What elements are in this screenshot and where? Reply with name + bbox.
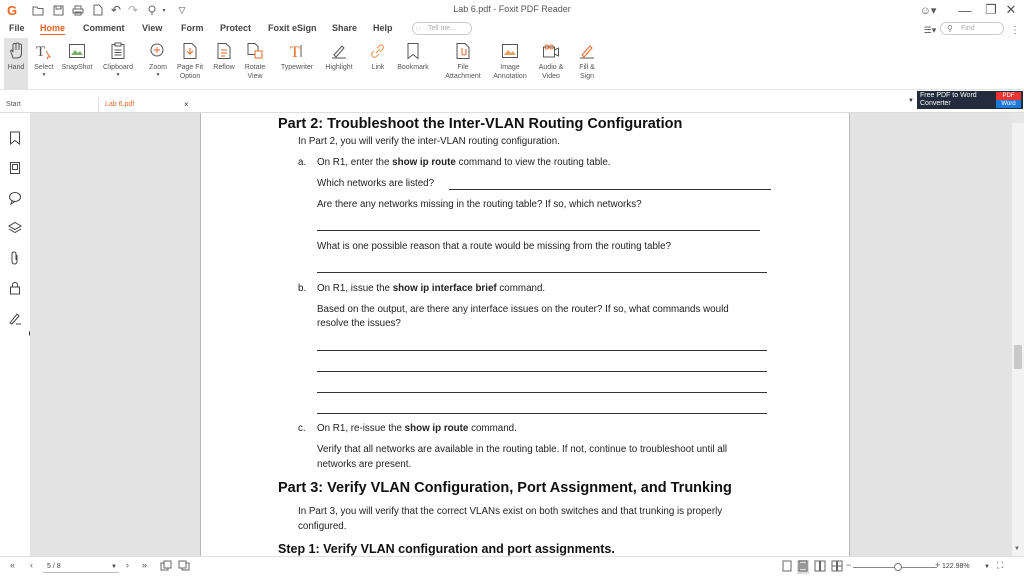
answer-line[interactable] xyxy=(317,350,767,351)
tool-label: Select xyxy=(34,64,54,71)
hand-icon xyxy=(5,39,27,63)
ad-badge-top: PDF xyxy=(996,92,1021,100)
step-b-text: On R1, issue the show ip interface brief command. xyxy=(317,283,546,294)
bookmark-button[interactable] xyxy=(394,38,432,90)
scroll-down-icon[interactable]: ▼ xyxy=(1014,546,1020,552)
ad-text: Free PDF to Word Converter xyxy=(920,92,977,107)
attachments-panel-icon[interactable] xyxy=(7,250,23,266)
question-networks-listed: Which networks are listed? xyxy=(317,178,435,189)
scrollbar-top-cap xyxy=(1012,113,1024,123)
first-page-icon[interactable]: « xyxy=(10,560,16,570)
file-attachment-icon xyxy=(452,39,474,63)
answer-line[interactable] xyxy=(317,413,767,414)
question-missing-reason: What is one possible reason that a route would be missing from the routing table? xyxy=(317,241,671,252)
menu-file[interactable]: File xyxy=(9,23,25,33)
answer-line[interactable] xyxy=(317,230,760,231)
chevron-down-icon: ▼ xyxy=(155,72,161,78)
snapshot-icon xyxy=(66,39,88,63)
restore-button[interactable]: ❐ xyxy=(985,2,997,17)
zoom-level-input[interactable] xyxy=(942,561,992,573)
tool-label: Rotate View xyxy=(244,64,266,80)
find-input[interactable] xyxy=(940,22,1004,35)
part2-heading: Part 2: Troubleshoot the Inter-VLAN Routing Configuration xyxy=(278,116,683,132)
navigation-panel xyxy=(0,113,30,556)
tool-label: Audio & Video xyxy=(538,64,564,80)
typewriter-icon xyxy=(286,39,308,63)
zoom-button[interactable] xyxy=(145,38,171,90)
step-c-verify-cont: networks are present. xyxy=(317,459,412,470)
step-b-marker: b. xyxy=(298,283,307,294)
menu-protect[interactable]: Protect xyxy=(220,23,252,33)
menu-form[interactable]: Form xyxy=(181,23,204,33)
fullscreen-icon[interactable]: ⛶ xyxy=(997,560,1004,570)
answer-line[interactable] xyxy=(317,371,767,372)
step-a-marker: a. xyxy=(298,157,307,168)
ad-badge-bottom: Word xyxy=(1001,101,1016,107)
single-page-view-icon[interactable] xyxy=(781,560,793,574)
previous-page-icon[interactable]: ‹ xyxy=(30,560,33,570)
rotate-view-button[interactable] xyxy=(240,38,270,90)
fill-sign-icon xyxy=(576,39,598,63)
foxit-logo: G xyxy=(6,2,18,18)
svg-text:T: T xyxy=(36,44,46,60)
account-icon[interactable]: ☺▾ xyxy=(919,4,937,17)
zoom-slider-thumb[interactable] xyxy=(894,563,902,571)
part2-intro: In Part 2, you will verify the inter-VLAN routing configuration. xyxy=(298,136,560,147)
ad-dropdown-icon[interactable]: ▼ xyxy=(908,98,914,104)
audio-video-icon xyxy=(540,39,562,63)
select-text-icon xyxy=(33,39,55,63)
status-bar xyxy=(0,556,1024,576)
select-tool-button[interactable] xyxy=(31,38,57,90)
step-c-marker: c. xyxy=(298,423,306,434)
question-interface-issues: Based on the output, are there any interface issues on the router? If so, what commands would xyxy=(317,304,729,315)
menu-home[interactable]: Home xyxy=(40,23,66,33)
tab-label: Lab 6.pdf xyxy=(105,101,135,108)
menu-help[interactable]: Help xyxy=(373,23,393,33)
step-c-verify: Verify that all networks are available in the routing table. If not, continue to troubleshoot until all xyxy=(317,444,728,455)
question-interface-issues-cont: resolve the issues? xyxy=(317,318,401,329)
more-options-icon[interactable]: ⋮ xyxy=(1010,24,1020,36)
continuous-view-icon[interactable] xyxy=(797,560,809,574)
last-page-icon[interactable]: » xyxy=(142,560,148,570)
reflow-icon xyxy=(213,39,235,63)
clipboard-button[interactable] xyxy=(99,38,137,90)
redo-icon[interactable]: ↷ xyxy=(127,3,139,17)
signature-panel-icon[interactable] xyxy=(7,310,23,326)
facing-view-icon[interactable] xyxy=(814,560,826,574)
continuous-facing-view-icon[interactable] xyxy=(831,560,843,574)
page-number-input[interactable] xyxy=(43,561,119,573)
highlight-button[interactable] xyxy=(320,38,358,90)
bookmark-icon xyxy=(402,39,424,63)
quick-tools-dropdown-icon[interactable]: ▾ xyxy=(162,7,166,14)
window-title: Lab 6.pdf - Foxit PDF Reader xyxy=(453,4,571,14)
answer-line[interactable] xyxy=(317,272,767,273)
page-fit-icon xyxy=(179,39,201,63)
tell-me-input[interactable] xyxy=(412,22,472,35)
menu-comment[interactable]: Comment xyxy=(83,23,125,33)
minimize-button[interactable]: — xyxy=(958,2,972,18)
security-panel-icon[interactable] xyxy=(7,280,23,296)
zoom-dropdown-icon[interactable]: ▼ xyxy=(984,564,990,570)
audio-video-button[interactable] xyxy=(534,38,568,90)
answer-line[interactable] xyxy=(317,392,767,393)
title-bar xyxy=(0,0,1024,20)
part3-heading: Part 3: Verify VLAN Configuration, Port Assignment, and Trunking xyxy=(278,480,732,496)
search-icon: ⚲ xyxy=(947,24,953,33)
tool-label: Image Annotation xyxy=(493,64,527,80)
scrollbar-thumb[interactable] xyxy=(1014,345,1022,369)
tool-label: Zoom xyxy=(149,64,167,71)
tell-me-placeholder: Tell me... xyxy=(428,25,457,32)
menu-bar xyxy=(0,20,1024,38)
tool-label: Bookmark xyxy=(397,64,429,71)
ribbon-toolbar xyxy=(0,38,1024,90)
fill-sign-button[interactable] xyxy=(572,38,602,90)
highlight-icon xyxy=(328,39,350,63)
menu-foxit-esign[interactable]: Foxit eSign xyxy=(268,23,317,33)
comments-panel-icon[interactable] xyxy=(7,190,23,206)
pdf-word-badge xyxy=(996,92,1021,108)
vertical-scrollbar[interactable] xyxy=(1012,113,1024,556)
tab-start[interactable]: Start xyxy=(6,101,21,108)
bookmark-panel-icon[interactable] xyxy=(7,130,23,146)
step-c-text: On R1, re-issue the show ip route command. xyxy=(317,423,517,434)
search-options-icon[interactable]: ☰▾ xyxy=(923,24,937,35)
chevron-down-icon: ▼ xyxy=(41,72,47,78)
close-tab-icon[interactable]: × xyxy=(184,100,189,109)
tool-label: File Attachment xyxy=(445,64,481,80)
next-view-icon[interactable] xyxy=(178,560,190,573)
tool-label: Highlight xyxy=(325,64,353,71)
pdf-to-word-ad[interactable] xyxy=(917,91,1023,109)
hand-tool-button[interactable] xyxy=(4,38,28,90)
question-missing-networks: Are there any networks missing in the routing table? If so, which networks? xyxy=(317,199,642,210)
tool-label: Fill & Sign xyxy=(579,64,595,80)
menu-view[interactable]: View xyxy=(142,23,163,33)
tab-lab6-pdf[interactable] xyxy=(98,97,194,113)
tool-label: SnapShot xyxy=(61,64,93,71)
undo-icon[interactable]: ↶ xyxy=(110,3,122,17)
answer-line[interactable] xyxy=(449,189,771,190)
link-button[interactable] xyxy=(367,38,389,90)
menu-share[interactable]: Share xyxy=(332,23,358,33)
part3-intro: In Part 3, you will verify that the correct VLANs exist on both switches and that trunking is properly xyxy=(298,506,723,517)
typewriter-button[interactable] xyxy=(278,38,316,90)
close-button[interactable]: ✕ xyxy=(1005,2,1017,17)
tool-label: Clipboard xyxy=(103,64,133,71)
tool-label: Reflow xyxy=(213,64,235,71)
document-tab-strip xyxy=(0,97,1024,113)
step-a-text: On R1, enter the show ip route command to view the routing table. xyxy=(317,157,611,168)
zoom-level: 122.98% xyxy=(942,563,970,570)
next-page-icon[interactable]: › xyxy=(126,560,129,570)
rotate-icon xyxy=(244,39,266,63)
clipboard-icon xyxy=(107,39,129,63)
page-number: 5 / 8 xyxy=(47,563,61,570)
svg-text:T: T xyxy=(290,44,300,60)
image-annotation-button[interactable] xyxy=(488,38,532,90)
page-dropdown-icon[interactable]: ▼ xyxy=(111,564,117,570)
page-thumbnails-icon[interactable] xyxy=(7,160,23,176)
file-attachment-button[interactable] xyxy=(441,38,485,90)
tool-label: Hand xyxy=(7,64,25,71)
chevron-down-icon: ▼ xyxy=(115,72,121,78)
previous-view-icon[interactable] xyxy=(160,560,172,573)
image-annotation-icon xyxy=(499,39,521,63)
link-icon xyxy=(367,39,389,63)
part3-intro-cont: configured. xyxy=(298,521,347,532)
customize-toolbar-icon[interactable]: ▽ xyxy=(178,4,186,15)
snapshot-button[interactable] xyxy=(59,38,95,90)
find-placeholder: Find xyxy=(961,25,975,32)
step1-heading: Step 1: Verify VLAN configuration and port assignments. xyxy=(278,542,615,556)
reflow-button[interactable] xyxy=(210,38,238,90)
document-viewport[interactable] xyxy=(30,113,1012,556)
lightbulb-icon: ◌ xyxy=(416,24,421,33)
page-fit-option-button[interactable] xyxy=(173,38,207,90)
tool-label: Page Fit Option xyxy=(176,64,204,80)
zoom-in-icon[interactable]: + xyxy=(935,560,941,570)
zoom-out-icon[interactable]: − xyxy=(846,560,852,570)
layers-panel-icon[interactable] xyxy=(7,220,23,236)
tool-label: Typewriter xyxy=(280,64,314,71)
pdf-page xyxy=(200,113,850,556)
tool-label: Link xyxy=(371,64,385,71)
zoom-icon xyxy=(147,39,169,63)
